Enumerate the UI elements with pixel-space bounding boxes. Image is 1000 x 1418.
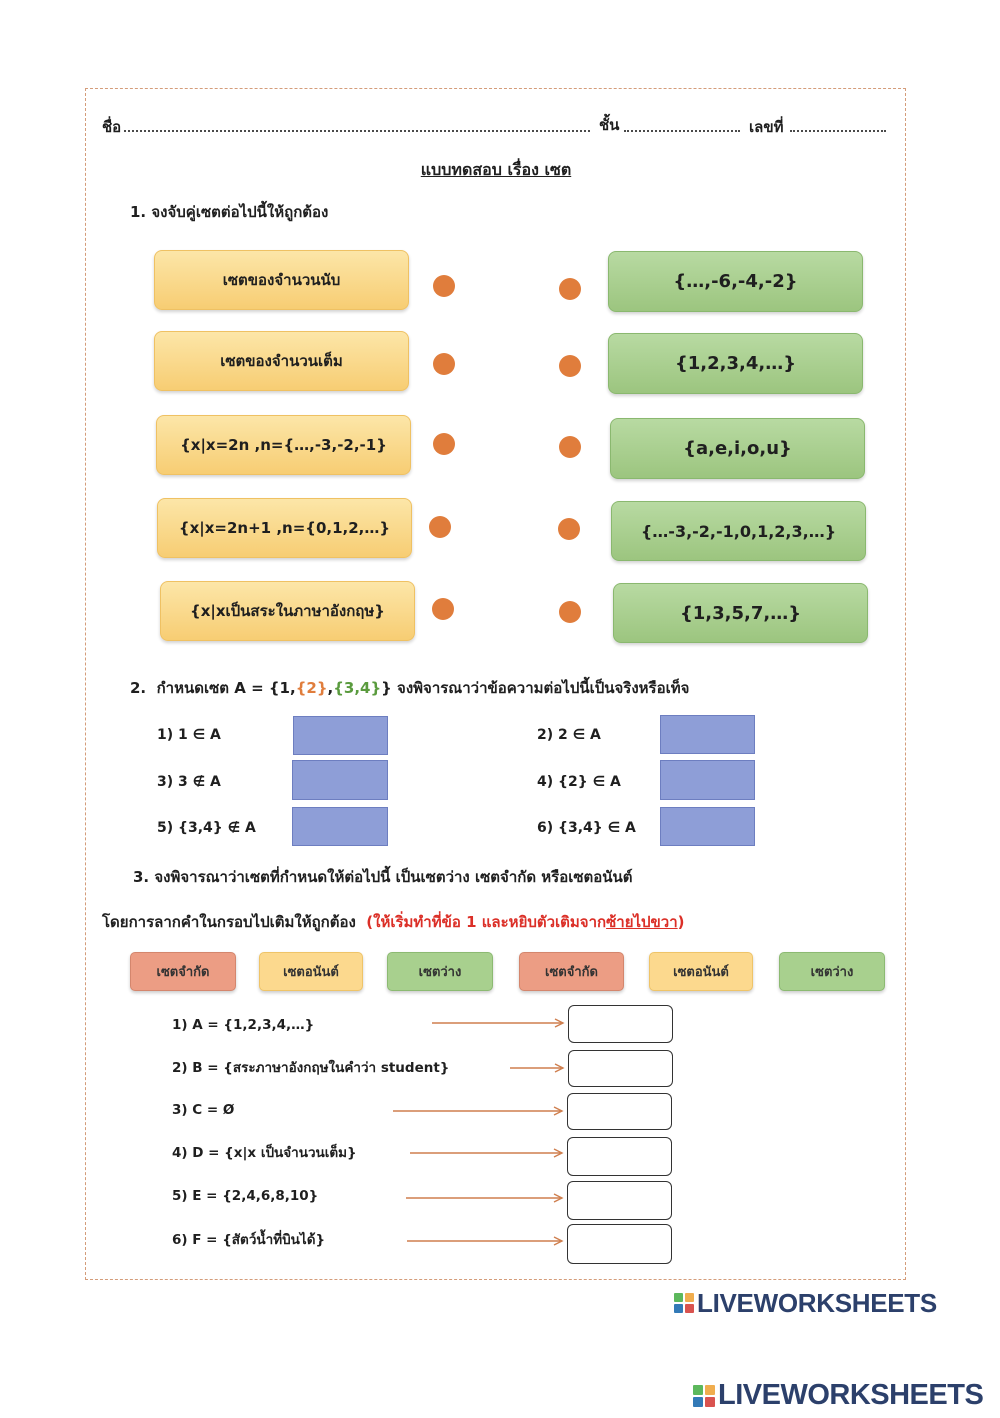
class-label: ชั้น: [599, 116, 620, 134]
q3-note-before: (ให้เริ่มทำที่ข้อ 1 และหยิบตัวเติมจาก: [366, 913, 607, 931]
q2-item-label: 2) 2 ∈ A: [537, 727, 601, 743]
match-right-label: {a,e,i,o,u}: [683, 438, 792, 459]
q3-prompt: 3. จงพิจารณาว่าเซตที่กำหนดให้ต่อไปนี้ เป็นเซตว่าง เซตจำกัด หรือเซตอนันต์: [133, 868, 633, 886]
choice-chip-finite[interactable]: เซตจำกัด: [130, 952, 236, 991]
q2-prompt-set-34: {3,4}: [333, 679, 382, 697]
match-right-dot-5[interactable]: [559, 601, 581, 623]
match-right-dot-2[interactable]: [559, 355, 581, 377]
match-left-box: [156, 415, 411, 475]
number-label: เลขที่: [749, 118, 784, 136]
match-left-label: {x|x=2n ,n={…,-3,-2,-1}: [180, 436, 387, 454]
q3-item-label: 1) A = {1,2,3,4,…}: [172, 1017, 315, 1033]
q3-drop-target-6[interactable]: [567, 1224, 672, 1264]
match-left-label: {x|xเป็นสระในภาษาอังกฤษ}: [190, 602, 385, 620]
match-left-dot-5[interactable]: [432, 598, 454, 620]
q3-note-underlined: ซ้ายไปขวา: [606, 913, 678, 931]
q3-item-label: 6) F = {สัตว์น้ำที่บินได้}: [172, 1232, 326, 1248]
match-right-label: {…,-6,-4,-2}: [673, 271, 798, 292]
choice-chip-infinite[interactable]: เซตอนันต์: [649, 952, 753, 991]
liveworksheets-logo-icon: [674, 1293, 694, 1313]
q2-prompt-set-2: {2}: [295, 679, 328, 697]
choice-chip-infinite[interactable]: เซตอนันต์: [259, 952, 363, 991]
choice-chip-empty[interactable]: เซตว่าง: [387, 952, 493, 991]
q3-drop-target-2[interactable]: [568, 1050, 673, 1087]
logo-text: LIVEWORKSHEETS: [718, 1379, 984, 1411]
q2-answer-input-4[interactable]: [660, 760, 755, 800]
match-right-box: [608, 333, 863, 394]
match-right-box: [611, 501, 866, 561]
q2-prompt-comma: ,: [327, 679, 334, 697]
match-left-dot-3[interactable]: [433, 433, 455, 455]
match-left-label: เซตของจำนวนนับ: [222, 271, 341, 289]
logo-text: LIVEWORKSHEETS: [697, 1288, 937, 1318]
match-left-dot-1[interactable]: [433, 275, 455, 297]
q2-item-label: 6) {3,4} ∈ A: [537, 820, 636, 836]
q2-answer-input-6[interactable]: [660, 807, 755, 846]
q3-item-label: 5) E = {2,4,6,8,10}: [172, 1188, 319, 1204]
q3-instruction: โดยการลากคำในกรอบไปเติมให้ถูกต้อง: [102, 913, 356, 931]
q2-prompt: [130, 680, 689, 697]
q3-item-label: 4) D = {x|x เป็นจำนวนเต็ม}: [172, 1145, 357, 1161]
q2-prompt-before: กำหนดเซต A = {1,: [156, 679, 296, 697]
liveworksheets-logo-icon: [693, 1385, 715, 1407]
match-right-dot-3[interactable]: [559, 436, 581, 458]
q3-item-label: 2) B = {สระภาษาอังกฤษในคำว่า student}: [172, 1060, 450, 1076]
q2-answer-input-3[interactable]: [292, 760, 388, 800]
match-left-dot-2[interactable]: [433, 353, 455, 375]
match-left-label: {x|x=2n+1 ,n={0,1,2,…}: [178, 519, 391, 537]
match-right-box: [608, 251, 863, 312]
match-left-dot-4[interactable]: [429, 516, 451, 538]
number-line: [790, 130, 886, 132]
choice-chip-empty[interactable]: เซตว่าง: [779, 952, 885, 991]
liveworksheets-logo: [693, 1381, 983, 1410]
q2-item-label: 5) {3,4} ∉ A: [157, 820, 256, 836]
match-left-box: [157, 498, 412, 558]
match-left-box: [154, 250, 409, 310]
q3-note-after: ): [677, 913, 685, 931]
choice-chip-finite[interactable]: เซตจำกัด: [519, 952, 624, 991]
match-right-label: {1,3,5,7,…}: [679, 602, 802, 624]
match-left-box: [154, 331, 409, 391]
match-right-label: {1,2,3,4,…}: [674, 353, 797, 374]
q2-item-label: 3) 3 ∉ A: [157, 774, 221, 790]
name-label: ชื่อ: [102, 118, 122, 136]
q3-drop-target-1[interactable]: [568, 1005, 673, 1043]
q1-prompt: 1. จงจับคู่เซตต่อไปนี้ให้ถูกต้อง: [130, 203, 329, 221]
q2-prompt-after: } จงพิจารณาว่าข้อความต่อไปนี้เป็นจริงหรือเท็จ: [381, 679, 690, 697]
q2-answer-input-5[interactable]: [292, 807, 388, 846]
match-left-label: เซตของจำนวนเต็ม: [220, 352, 343, 370]
q3-instruction-line: [102, 914, 685, 931]
class-line: [624, 130, 740, 132]
liveworksheets-logo: [674, 1290, 937, 1316]
q3-item-label: 3) C = Ø: [172, 1102, 235, 1118]
q3-drop-target-3[interactable]: [567, 1093, 672, 1130]
page-title: แบบทดสอบ เรื่อง เซต: [420, 160, 572, 179]
match-right-label: {…-3,-2,-1,0,1,2,3,…}: [640, 521, 837, 541]
match-right-box: [613, 583, 868, 643]
q2-answer-input-1[interactable]: [293, 716, 388, 755]
match-right-dot-4[interactable]: [558, 518, 580, 540]
match-right-dot-1[interactable]: [559, 278, 581, 300]
name-line: [124, 130, 590, 132]
q3-drop-target-5[interactable]: [567, 1181, 672, 1220]
q2-number: 2.: [130, 679, 147, 697]
q2-item-label: 4) {2} ∈ A: [537, 774, 621, 790]
match-right-box: [610, 418, 865, 479]
match-left-box: [160, 581, 415, 641]
q3-drop-target-4[interactable]: [567, 1137, 672, 1176]
q2-item-label: 1) 1 ∈ A: [157, 727, 221, 743]
q2-answer-input-2[interactable]: [660, 715, 755, 754]
